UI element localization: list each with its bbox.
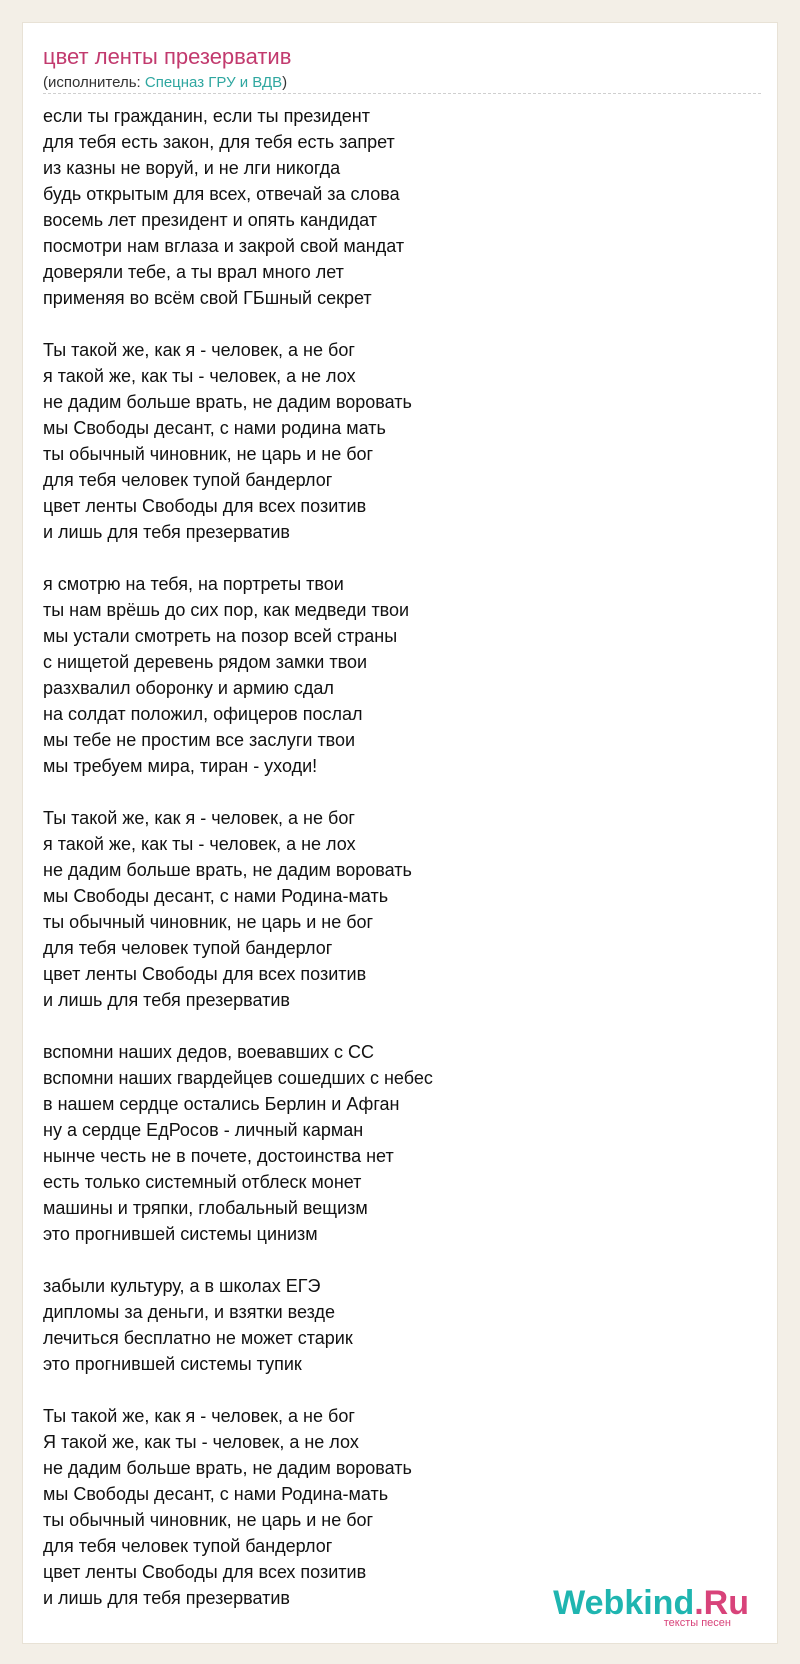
lyrics-line: я такой же, как ты - человек, а не лох — [43, 834, 356, 854]
lyrics-line: ты обычный чиновник, не царь и не бог — [43, 1510, 374, 1530]
lyrics-line: нынче честь не в почете, достоинства нет — [43, 1146, 394, 1166]
lyrics-line: и лишь для тебя презерватив — [43, 522, 290, 542]
lyrics-line: ты нам врёшь до сих пор, как медведи твои — [43, 600, 410, 620]
lyrics-line: я смотрю на тебя, на портреты твои — [43, 574, 344, 594]
lyrics-line: дипломы за деньги, и взятки везде — [43, 1302, 335, 1322]
lyrics-stanza — [43, 1039, 743, 1247]
lyrics-text — [43, 103, 743, 1637]
lyrics-stanza — [43, 1403, 743, 1611]
lyrics-line: Ты такой же, как я - человек, а не бог — [43, 1406, 355, 1426]
lyrics-line: мы Свободы десант, с нами Родина-мать — [43, 1484, 389, 1504]
artist-link[interactable]: Спецназ ГРУ и ВДВ — [144, 74, 283, 91]
lyrics-line: вспомни наших дедов, воевавших с СС — [43, 1042, 374, 1062]
logo-domain-text: .Ru — [694, 1584, 749, 1622]
lyrics-line: в нашем сердце остались Берлин и Афган — [43, 1094, 400, 1114]
lyrics-line: мы Свободы десант, с нами Родина-мать — [43, 886, 389, 906]
lyrics-line: для тебя есть закон, для тебя есть запрет — [43, 132, 395, 152]
lyrics-line: и лишь для тебя презерватив — [43, 1588, 290, 1608]
artist-prefix: (исполнитель: — [43, 74, 145, 91]
lyrics-card — [22, 22, 778, 1644]
lyrics-line: для тебя человек тупой бандерлог — [43, 1536, 333, 1556]
header-divider — [43, 93, 761, 94]
lyrics-line: мы тебе не простим все заслуги твои — [43, 730, 356, 750]
lyrics-line: ну а сердце ЕдРосов - личный карман — [43, 1120, 364, 1140]
lyrics-line: ты обычный чиновник, не царь и не бог — [43, 912, 374, 932]
lyrics-stanza — [43, 103, 743, 311]
lyrics-line: восемь лет президент и опять кандидат — [43, 210, 378, 230]
lyrics-line: это прогнившей системы цинизм — [43, 1224, 318, 1244]
webkind-logo[interactable] — [553, 1585, 749, 1629]
lyrics-line: Ты такой же, как я - человек, а не бог — [43, 340, 355, 360]
lyrics-stanza — [43, 571, 743, 779]
lyrics-line: цвет ленты Свободы для всех позитив — [43, 496, 367, 516]
lyrics-line: есть только системный отблеск монет — [43, 1172, 362, 1192]
lyrics-line: машины и тряпки, глобальный вещизм — [43, 1198, 368, 1218]
lyrics-line: для тебя человек тупой бандерлог — [43, 938, 333, 958]
lyrics-line: для тебя человек тупой бандерлог — [43, 470, 333, 490]
lyrics-line: не дадим больше врать, не дадим воровать — [43, 392, 412, 412]
lyrics-line: ты обычный чиновник, не царь и не бог — [43, 444, 374, 464]
lyrics-line: разхвалил оборонку и армию сдал — [43, 678, 334, 698]
lyrics-stanza — [43, 1273, 743, 1377]
lyrics-line: вспомни наших гвардейцев сошедших с небес — [43, 1068, 433, 1088]
lyrics-line: цвет ленты Свободы для всех позитив — [43, 964, 367, 984]
lyrics-stanza — [43, 337, 743, 545]
lyrics-line: посмотри нам вглаза и закрой свой мандат — [43, 236, 405, 256]
lyrics-line: не дадим больше врать, не дадим воровать — [43, 860, 412, 880]
artist-line — [43, 73, 287, 93]
lyrics-line: Ты такой же, как я - человек, а не бог — [43, 808, 355, 828]
lyrics-line: мы требуем мира, тиран - уходи! — [43, 756, 318, 776]
lyrics-line: цвет ленты Свободы для всех позитив — [43, 1562, 367, 1582]
lyrics-line: я такой же, как ты - человек, а не лох — [43, 366, 356, 386]
lyrics-line: лечиться бесплатно не может старик — [43, 1328, 353, 1348]
lyrics-stanza — [43, 805, 743, 1013]
lyrics-line: мы Свободы десант, с нами родина мать — [43, 418, 386, 438]
lyrics-line: на солдат положил, офицеров послал — [43, 704, 363, 724]
lyrics-line: будь открытым для всех, отвечай за слова — [43, 184, 400, 204]
logo-main-text: Webkind — [553, 1584, 695, 1622]
lyrics-line: Я такой же, как ты - человек, а не лох — [43, 1432, 359, 1452]
lyrics-line: из казны не воруй, и не лги никогда — [43, 158, 341, 178]
logo-tagline: тексты песен — [663, 1617, 731, 1629]
lyrics-line: с нищетой деревень рядом замки твои — [43, 652, 368, 672]
lyrics-line: применяя во всём свой ГБшный секрет — [43, 288, 372, 308]
artist-suffix: ) — [282, 74, 288, 91]
lyrics-line: мы устали смотреть на позор всей страны — [43, 626, 398, 646]
song-title: цвет ленты презерватив — [43, 44, 292, 69]
lyrics-line: и лишь для тебя презерватив — [43, 990, 290, 1010]
lyrics-line: забыли культуру, а в школах ЕГЭ — [43, 1276, 321, 1296]
lyrics-line: это прогнившей системы тупик — [43, 1354, 302, 1374]
logo-wordmark — [553, 1585, 749, 1621]
lyrics-line: если ты гражданин, если ты президент — [43, 106, 370, 126]
lyrics-line: доверяли тебе, а ты врал много лет — [43, 262, 344, 282]
lyrics-line: не дадим больше врать, не дадим воровать — [43, 1458, 412, 1478]
